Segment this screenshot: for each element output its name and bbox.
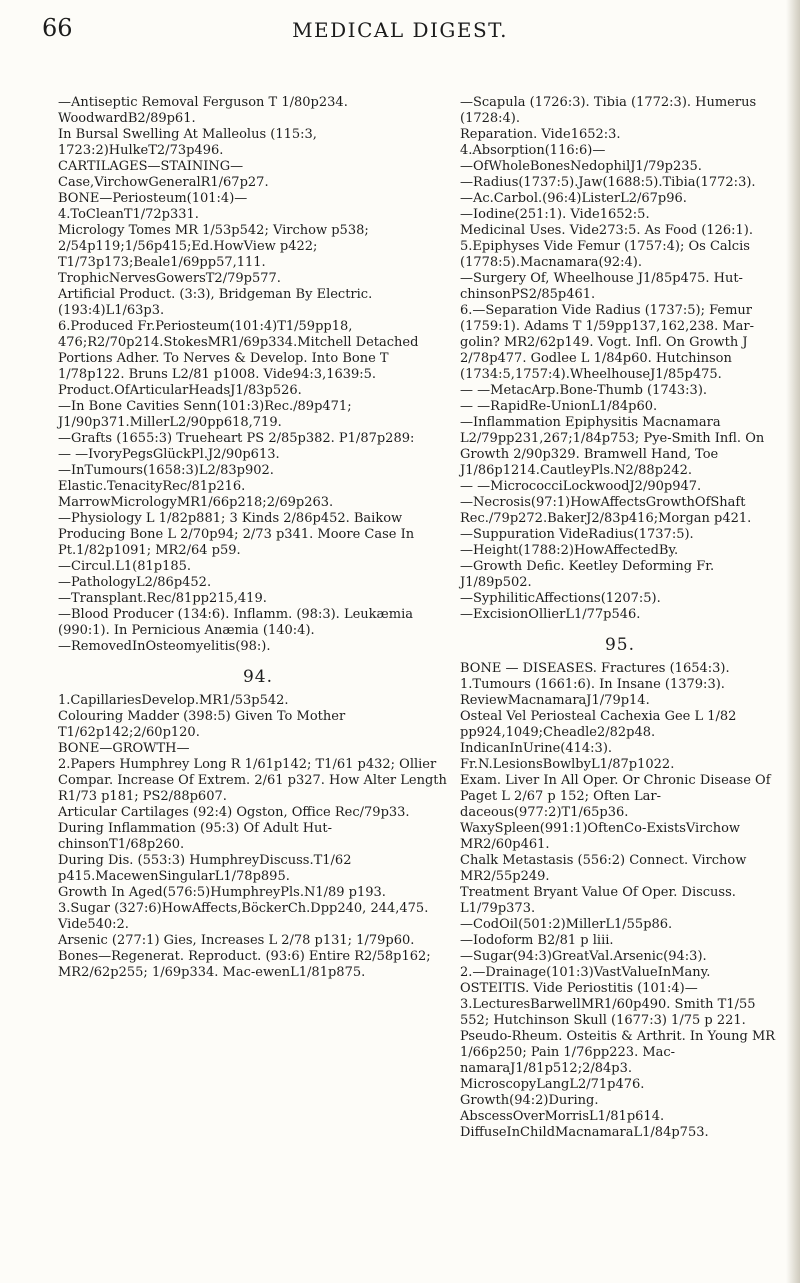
index-entry: Medicinal Uses. Vide273:5. As Food (126:1).	[460, 223, 754, 238]
index-entry: Artificial Product. (3:3), Bridgeman By Electric.(193:4)L1/63p3.	[58, 287, 373, 318]
index-entry: Chalk Metastasis (556:2) Connect. Virchow MR2/55p249.	[460, 853, 747, 884]
index-entry: WaxySpleen(991:1)OftenCo-ExistsVirchow MR2/60p461.	[460, 821, 741, 852]
index-entry: BONE—GROWTH—	[58, 741, 190, 756]
page-header	[0, 12, 800, 46]
index-entry: 4.Absorption(116:6)—	[460, 143, 606, 158]
section-number-94: 94.	[242, 667, 274, 687]
index-entry: —Transplant.Rec/81pp215,419.	[58, 591, 267, 606]
index-entry: Product.OfArticularHeadsJ1/83p526.	[58, 383, 302, 398]
index-entry: BONE — DISEASES. Fractures (1654:3).	[460, 661, 730, 676]
index-entry: — —MetacArp.Bone-Thumb (1743:3).	[460, 383, 708, 398]
index-entry: —Growth Defic. Keetley Deforming Fr. J1/89p502.	[460, 559, 715, 590]
index-entry: MarrowMicrologyMR1/66p218;2/69p263.	[58, 495, 334, 510]
index-entry: 2.—Drainage(101:3)VastValueInMany.	[460, 965, 711, 980]
index-entry: 6.Produced Fr.Periosteum(101:4)T1/59pp18, 476;R2/70p214.StokesMR1/69p334.Mitchell Detached Portions Adher. To Nerves & Develop. Into Bone T 1/78p122. Bruns L2/81 p1008. Vide94:3,1639:5.	[58, 319, 419, 382]
running-title: MEDICAL DIGEST.	[292, 18, 508, 42]
index-entry: — —MicrococciLockwoodJ2/90p947.	[460, 479, 702, 494]
index-entry: — —RapidRe-UnionL1/84p60.	[460, 399, 658, 414]
index-entry: —OfWholeBonesNedophilJ1/79p235.	[460, 159, 702, 174]
index-entry: Osteal Vel Periosteal Cachexia Gee L 1/82 pp924,1049;Cheadle2/82p48.	[460, 709, 737, 740]
index-entry: IndicanInUrine(414:3).	[460, 741, 613, 756]
index-entry: —Sugar(94:3)GreatVal.Arsenic(94:3).	[460, 949, 707, 964]
index-entry: 4.ToCleanT1/72p331.	[58, 207, 199, 222]
index-entry: —InTumours(1658:3)L2/83p902.	[58, 463, 274, 478]
index-entry: CARTILAGES—STAINING—	[58, 159, 244, 174]
index-entry: Growth In Aged(576:5)HumphreyPls.N1/89 p193.	[58, 885, 386, 900]
index-entry: 5.Epiphyses Vide Femur (1757:4); Os Calcis (1778:5).Macnamara(92:4).	[460, 239, 750, 270]
index-entry: AbscessOverMorrisL1/81p614.	[460, 1109, 665, 1124]
right-column	[460, 95, 780, 1141]
index-entry: —Iodoform B2/81 p liii.	[460, 933, 614, 948]
index-entry: Elastic.TenacityRec/81p216.	[58, 479, 246, 494]
index-entry: —Necrosis(97:1)HowAffectsGrowthOfShaft Rec./79p272.BakerJ2/83p416;Morgan p421.	[460, 495, 752, 526]
index-entry: —Circul.L1(81p185.	[58, 559, 192, 574]
index-entry: —In Bone Cavities Senn(101:3)Rec./89p471; J1/90p371.MillerL2/90pp618,719.	[58, 399, 352, 430]
index-entry: BONE—Periosteum(101:4)—	[58, 191, 248, 206]
index-entry: —Ac.Carbol.(96:4)ListerL2/67p96.	[460, 191, 687, 206]
index-entry: —RemovedInOsteomyelitis(98:).	[58, 639, 271, 654]
index-entry: 3.Sugar (327:6)HowAffects,BöckerCh.Dpp240, 244,475. Vide540:2.	[58, 901, 429, 932]
index-entry: Micrology Tomes MR 1/53p542; Virchow p538; 2/54p119;1/56p415;Ed.HowView p422; T1/73p173;Beale1/69pp57,111.	[58, 223, 369, 270]
index-entry: Pseudo-Rheum. Osteitis & Arthrit. In Young MR 1/66p250; Pain 1/76pp223. Mac-namaraJ1/81p512;2/84p3.	[460, 1029, 776, 1076]
index-entry: —PathologyL2/86p452.	[58, 575, 212, 590]
index-entry: OSTEITIS. Vide Periostitis (101:4)—	[460, 981, 698, 996]
index-entry: 6.—Separation Vide Radius (1737:5); Femur (1759:1). Adams T 1/59pp137,162,238. Mar-golin? MR2/62p149. Vogt. Infl. On Growth J 2/78p477. Godlee L 1/84p60. Hutchinson (1734:5,1757:4).WheelhouseJ1/85p475.	[460, 303, 755, 382]
index-entry: —Surgery Of, Wheelhouse J1/85p475. Hut-chinsonPS2/85p461.	[460, 271, 743, 302]
index-entry: 1.CapillariesDevelop.MR1/53p542.	[58, 693, 289, 708]
index-entry: Growth(94:2)During.	[460, 1093, 599, 1108]
page-edge-shadow	[786, 0, 800, 1283]
index-entry: — —IvoryPegsGlückPl.J2/90p613.	[58, 447, 280, 462]
index-entry: In Bursal Swelling At Malleolus (115:3, 1723:2)HulkeT2/73p496.	[58, 127, 317, 158]
section-number-95: 95.	[604, 635, 636, 655]
index-entry: 2.Papers Humphrey Long R 1/61p142; T1/61 p432; Ollier Compar. Increase Of Extrem. 2/61 p327. How Alter Length R1/73 p181; PS2/88p607.	[58, 757, 447, 804]
index-entry: Bones—Regenerat. Reproduct. (93:6) Entire R2/58p162; MR2/62p255; 1/69p334. Mac-ewenL1/81p875.	[58, 949, 431, 980]
index-entry: Reparation. Vide1652:3.	[460, 127, 621, 142]
index-entry: Exam. Liver In All Oper. Or Chronic Disease Of Paget L 2/67 p 152; Often Lar-daceous(977:2)T1/65p36.	[460, 773, 771, 820]
index-entry: Case,VirchowGeneralR1/67p27.	[58, 175, 269, 190]
index-entry: During Dis. (553:3) HumphreyDiscuss.T1/62 p415.MacewenSingularL1/78p895.	[58, 853, 352, 884]
index-entry: —Antiseptic Removal Ferguson T 1/80p234. WoodwardB2/89p61.	[58, 95, 348, 126]
index-entry: 3.LecturesBarwellMR1/60p490. Smith T1/55 552; Hutchinson Skull (1677:3) 1/75 p 221.	[460, 997, 756, 1028]
index-entry: —Physiology L 1/82p881; 3 Kinds 2/86p452. Baikow Producing Bone L 2/70p94; 2/73 p341. Moore Case In Pt.1/82p1091; MR2/64 p59.	[58, 511, 415, 558]
index-entry: Articular Cartilages (92:4) Ogston, Office Rec/79p33.	[58, 805, 410, 820]
index-entry: —Height(1788:2)HowAffectedBy.	[460, 543, 679, 558]
left-column	[58, 95, 458, 981]
index-entry: 1.Tumours (1661:6). In Insane (1379:3). ReviewMacnamaraJ1/79p14.	[460, 677, 725, 708]
index-entry: —CodOil(501:2)MillerL1/55p86.	[460, 917, 673, 932]
index-entry: —SyphiliticAffections(1207:5).	[460, 591, 661, 606]
index-entry: —ExcisionOllierL1/77p546.	[460, 607, 641, 622]
page-number: 66	[42, 14, 73, 42]
index-entry: Colouring Madder (398:5) Given To Mother T1/62p142;2/60p120.	[58, 709, 346, 740]
index-entry: Arsenic (277:1) Gies, Increases L 2/78 p131; 1/79p60.	[58, 933, 415, 948]
index-entry: Fr.N.LesionsBowlbyL1/87p1022.	[460, 757, 675, 772]
index-entry: —Suppuration VideRadius(1737:5).	[460, 527, 694, 542]
index-entry: —Blood Producer (134:6). Inflamm. (98:3). Leukæmia (990:1). In Pernicious Anæmia (140:4).	[58, 607, 413, 638]
index-entry: During Inflammation (95:3) Of Adult Hut-chinsonT1/68p260.	[58, 821, 333, 852]
index-entry: —Inflammation Epiphysitis Macnamara L2/79pp231,267;1/84p753; Pye-Smith Infl. On Growth 2/90p329. Bramwell Hand, Toe J1/86p1214.CautleyPls.N2/88p242.	[460, 415, 765, 478]
index-entry: —Grafts (1655:3) Trueheart PS 2/85p382. P1/87p289:	[58, 431, 415, 446]
index-entry: MicroscopyLangL2/71p476.	[460, 1077, 645, 1092]
index-entry: —Radius(1737:5).Jaw(1688:5).Tibia(1772:3).	[460, 175, 756, 190]
index-entry: TrophicNervesGowersT2/79p577.	[58, 271, 281, 286]
index-entry: DiffuseInChildMacnamaraL1/84p753.	[460, 1125, 709, 1140]
index-entry: Treatment Bryant Value Of Oper. Discuss. L1/79p373.	[460, 885, 736, 916]
index-entry: —Iodine(251:1). Vide1652:5.	[460, 207, 650, 222]
index-entry: —Scapula (1726:3). Tibia (1772:3). Humerus (1728:4).	[460, 95, 757, 126]
